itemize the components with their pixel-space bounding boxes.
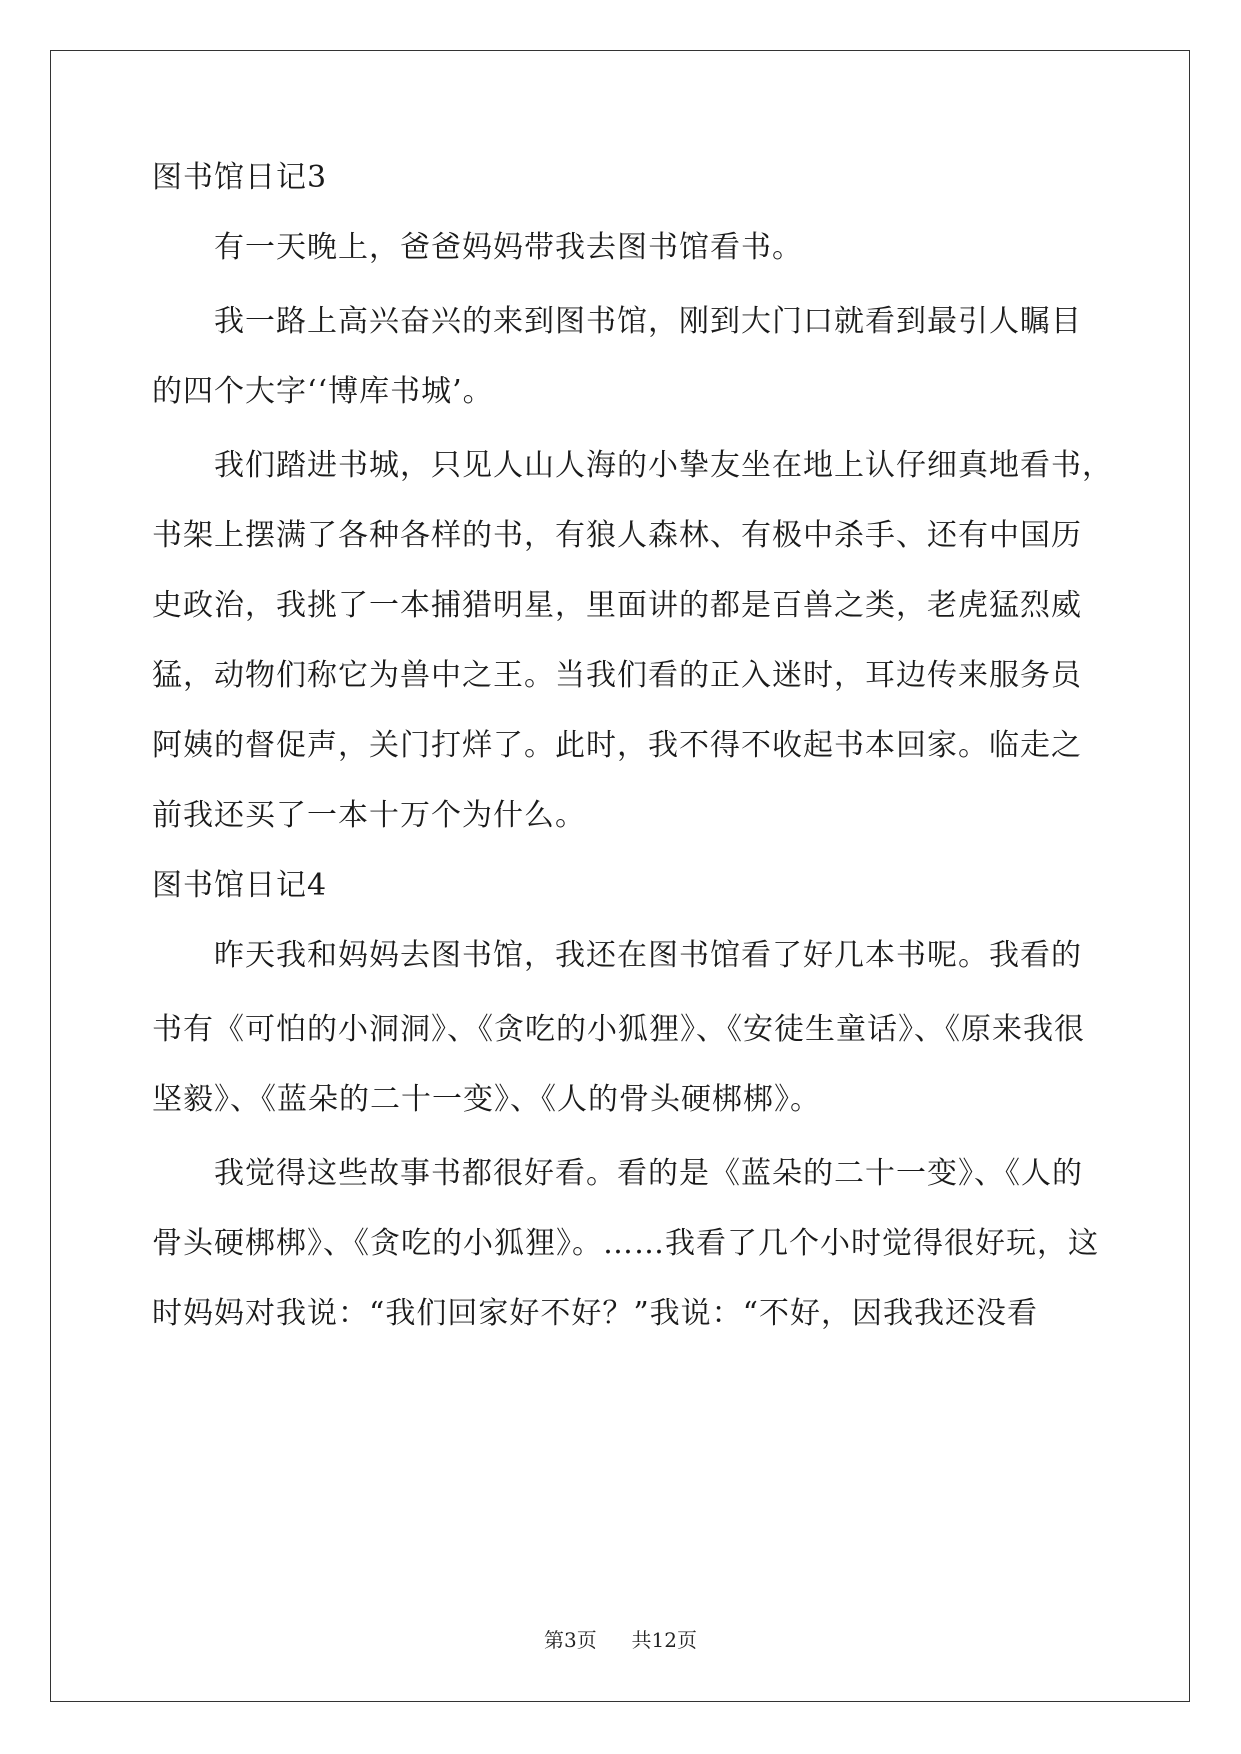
paragraph-line: 我们踏进书城，只见人山人海的小挚友坐在地上认仔细真地看书， bbox=[214, 448, 1113, 483]
section-heading: 图书馆日记4 bbox=[152, 868, 328, 903]
paragraph-line: 的四个大字‘‘博库书城’。 bbox=[152, 374, 494, 409]
paragraph-line: 我一路上高兴奋兴的来到图书馆，刚到大门口就看到最引人瞩目 bbox=[214, 304, 1082, 339]
paragraph-line: 坚毅》、《蓝朵的二十一变》、《人的骨头硬梆梆》。 bbox=[152, 1082, 821, 1117]
paragraph-line: 昨天我和妈妈去图书馆，我还在图书馆看了好几本书呢。我看的 bbox=[214, 938, 1082, 973]
paragraph-line: 有一天晚上，爸爸妈妈带我去图书馆看书。 bbox=[214, 230, 803, 265]
paragraph-line: 我觉得这些故事书都很好看。看的是《蓝朵的二十一变》、《人的 bbox=[214, 1156, 1083, 1191]
paragraph-line: 书架上摆满了各种各样的书，有狼人森林、有极中杀手、还有中国历 bbox=[152, 518, 1082, 553]
paragraph-line: 前我还买了一本十万个为什么。 bbox=[152, 798, 586, 833]
page-footer bbox=[0, 1627, 1241, 1653]
page-total: 共12页 bbox=[631, 1628, 697, 1652]
paragraph-line: 猛，动物们称它为兽中之王。当我们看的正入迷时，耳边传来服务员 bbox=[152, 658, 1082, 693]
paragraph-line: 史政治，我挑了一本捕猎明星，里面讲的都是百兽之类，老虎猛烈威 bbox=[152, 588, 1082, 623]
page-number: 第3页 bbox=[544, 1628, 597, 1652]
section-heading: 图书馆日记3 bbox=[152, 160, 328, 195]
paragraph-line: 时妈妈对我说：“我们回家好不好？”我说：“不好，因我我还没看 bbox=[152, 1296, 1039, 1331]
paragraph-line: 阿姨的督促声，关门打烊了。此时，我不得不收起书本回家。临走之 bbox=[152, 728, 1082, 763]
paragraph-line: 骨头硬梆梆》、《贪吃的小狐狸》。……我看了几个小时觉得很好玩，这 bbox=[152, 1226, 1099, 1261]
paragraph-line: 书有《可怕的小洞洞》、《贪吃的小狐狸》、《安徒生童话》、《原来我很 bbox=[152, 1012, 1085, 1047]
